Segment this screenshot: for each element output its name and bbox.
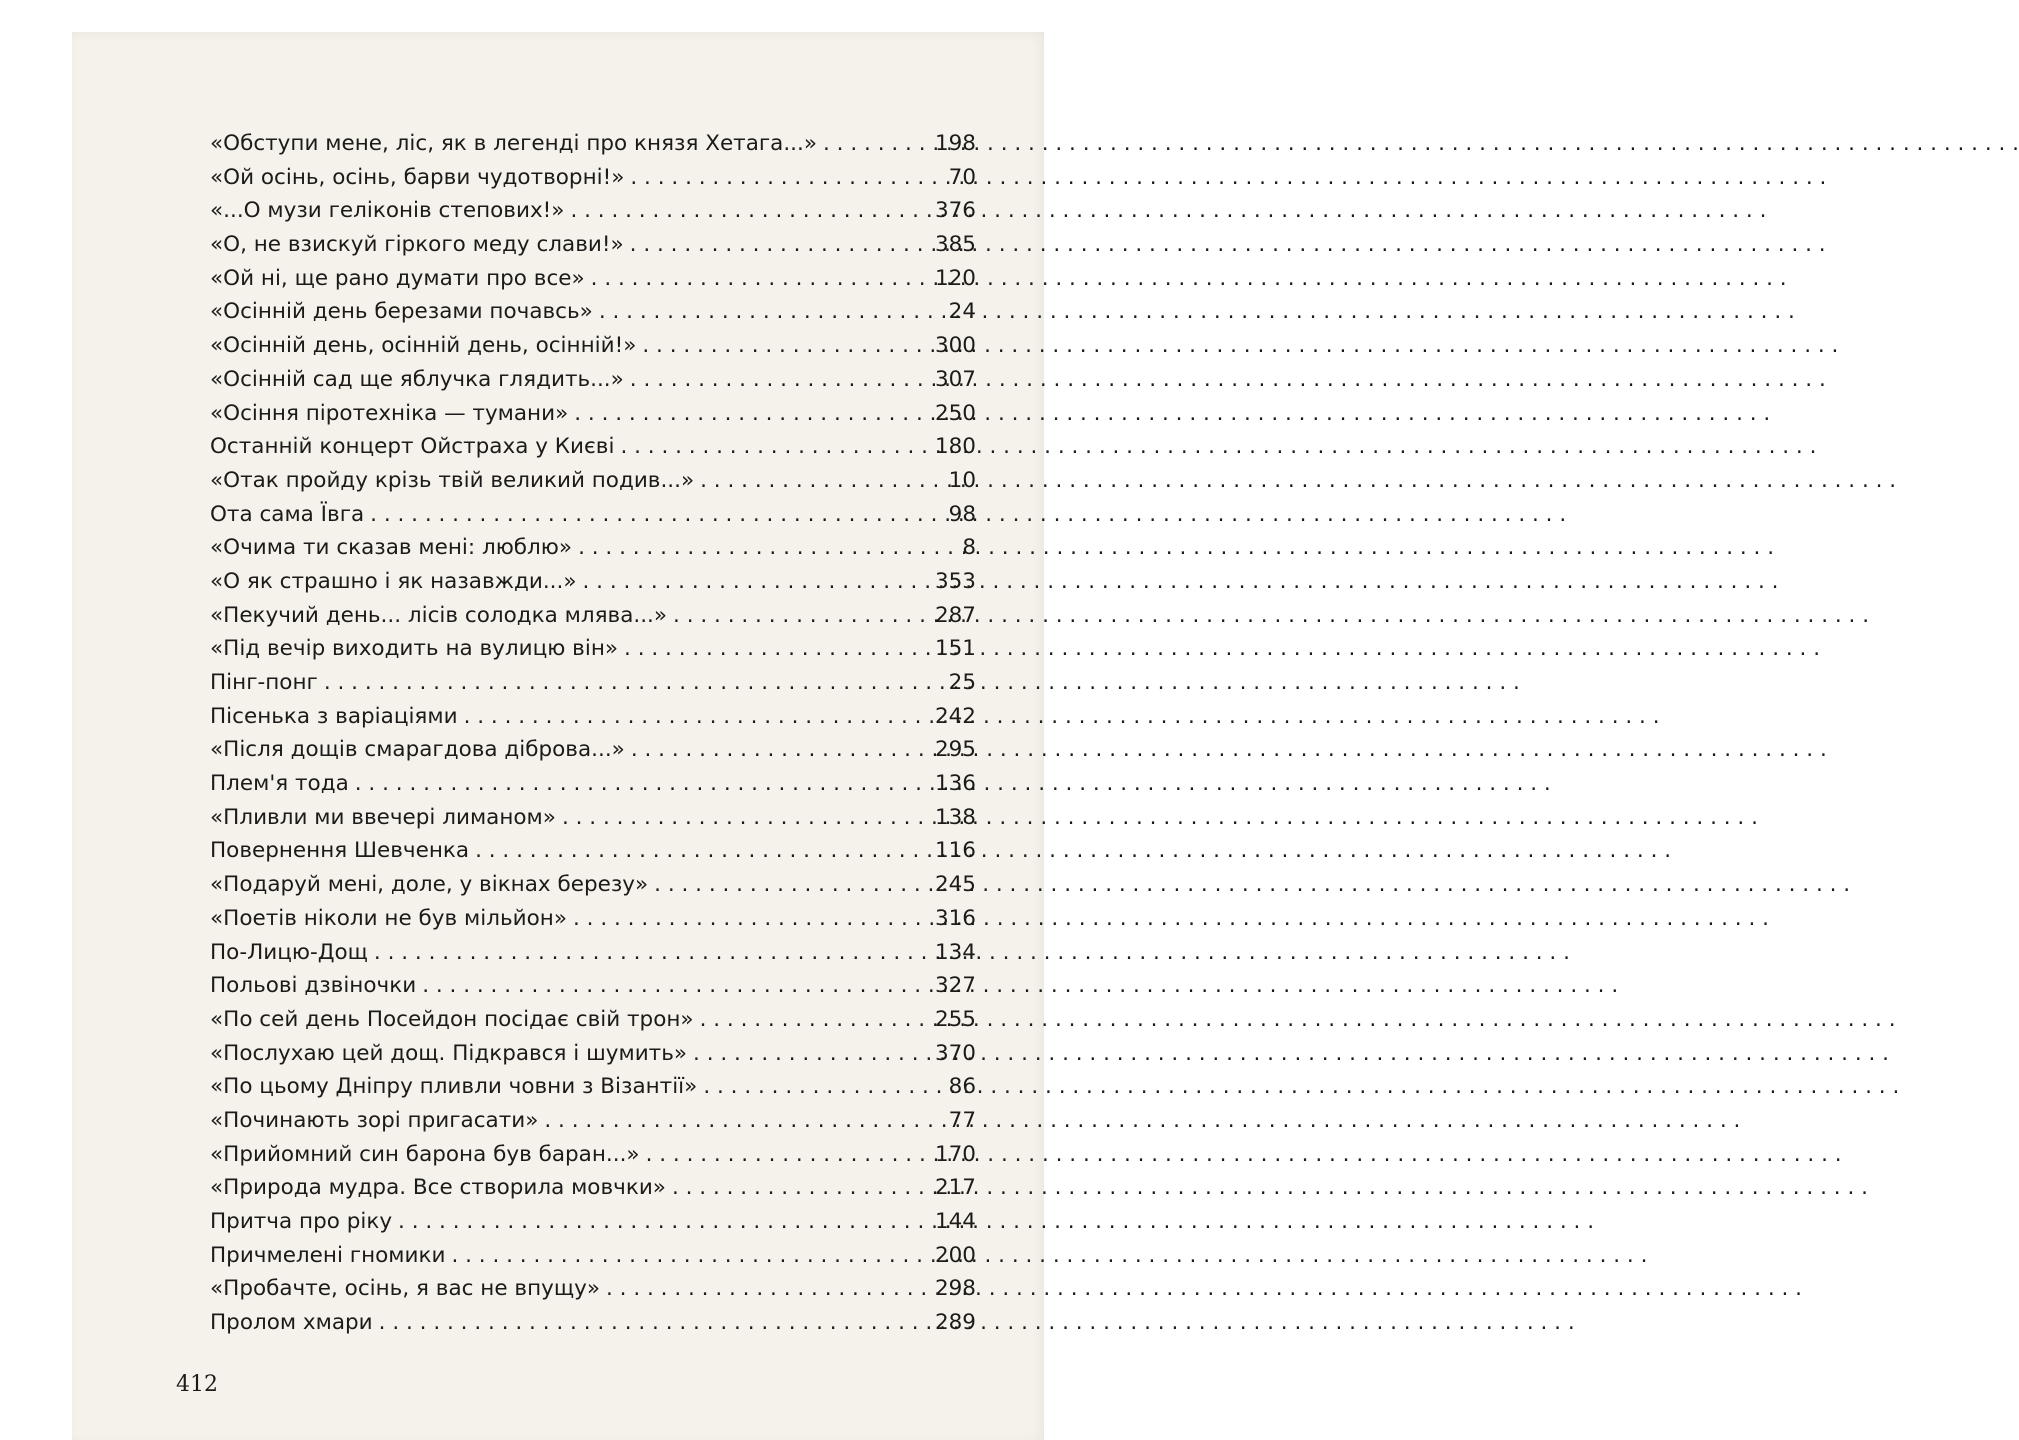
toc-entry-title: «Під вечір виходить на вулицю він» (210, 636, 619, 662)
toc-entry (210, 468, 976, 502)
toc-entry (210, 906, 976, 940)
toc-entry-title: «Осінній день березами почавсь» (210, 299, 593, 325)
dot-leader (703, 1074, 942, 1099)
toc-entry (210, 704, 976, 738)
toc-entry-title: «Ой ні, ще рано думати про все» (210, 265, 585, 291)
dot-leader (823, 131, 929, 156)
toc-entry-title: «...О музи геліконів степових!» (210, 198, 565, 224)
toc-entry-page: 138 (934, 804, 976, 830)
toc-entry-title: «Природа мудра. Все створила мовчки» (210, 1175, 666, 1201)
dot-leader (570, 198, 929, 223)
dot-leader (654, 872, 929, 897)
toc-entry (210, 1209, 976, 1243)
dot-leader (544, 1108, 942, 1133)
dot-leader (631, 737, 929, 762)
toc-entry (210, 502, 976, 536)
toc-entry-title: «По цьому Дніпру пливли човни з Візантії» (210, 1074, 698, 1100)
toc-entry-page: 242 (934, 703, 976, 729)
toc-entry (210, 1243, 976, 1277)
table-of-contents (210, 131, 976, 1344)
toc-entry (210, 1276, 976, 1310)
toc-entry-page: 170 (934, 1141, 976, 1167)
dot-leader (370, 502, 942, 527)
toc-entry-title: «Осінній сад ще яблучка глядить...» (210, 366, 624, 392)
toc-entry (210, 1041, 976, 1075)
toc-entry-page: 250 (934, 400, 976, 426)
dot-leader (578, 535, 956, 560)
toc-entry-page: 217 (934, 1175, 976, 1201)
dot-leader (324, 670, 943, 695)
dot-leader (374, 940, 929, 965)
toc-entry (210, 636, 976, 670)
dot-leader (630, 367, 929, 392)
toc-entry-title: По-Лицю-Дощ (210, 939, 368, 965)
toc-entry (210, 805, 976, 839)
toc-entry (210, 1142, 976, 1176)
dot-leader (642, 333, 929, 358)
toc-entry-title: «Поетів ніколи не був мільйон» (210, 905, 567, 931)
toc-entry (210, 973, 976, 1007)
toc-entry-title: Причмелені гномики (210, 1242, 446, 1268)
toc-entry-page: 86 (948, 1074, 976, 1100)
toc-entry-title: Плем'я тода (210, 771, 349, 797)
toc-entry (210, 771, 976, 805)
toc-entry-title: «Починають зорі пригасати» (210, 1107, 539, 1133)
toc-entry-title: «О, не взискуй гіркого меду слави!» (210, 232, 624, 258)
toc-entry-page: 385 (934, 232, 976, 258)
toc-entry (210, 670, 976, 704)
dot-leader (673, 603, 929, 628)
toc-entry-page: 300 (934, 333, 976, 359)
toc-entry-page: 144 (934, 1209, 976, 1234)
toc-entry-title: «Після дощів смарагдова діброва...» (210, 737, 625, 763)
dot-leader (693, 1041, 929, 1066)
toc-entry-page: 245 (934, 872, 976, 898)
dot-leader (562, 805, 929, 830)
toc-entry-title: «Пекучий день... лісів солодка млява...» (210, 602, 668, 628)
dot-leader (398, 1209, 929, 1234)
toc-entry-title: Польові дзвіночки (210, 973, 417, 999)
toc-entry-title: «Прийомний син барона був баран...» (210, 1141, 640, 1167)
toc-entry (210, 569, 976, 603)
toc-entry (210, 1074, 976, 1108)
dot-leader (700, 1007, 929, 1032)
toc-entry-title: «Отак пройду крізь твій великий подив...» (210, 467, 695, 493)
toc-entry (210, 838, 976, 872)
toc-entry-page: 255 (934, 1006, 976, 1032)
toc-entry-title: «Послухаю цей дощ. Підкрався і шумить» (210, 1040, 688, 1066)
dot-leader (475, 838, 929, 863)
toc-entry (210, 1007, 976, 1041)
toc-entry (210, 266, 976, 300)
toc-entry-title: «Пливли ми ввечері лиманом» (210, 804, 556, 830)
dot-leader (574, 401, 929, 426)
toc-entry (210, 1310, 976, 1344)
dot-leader (464, 704, 929, 729)
toc-entry (210, 232, 976, 266)
toc-entry-page: 316 (934, 905, 976, 931)
toc-entry (210, 299, 976, 333)
toc-entry-title: «Пробачте, осінь, я вас не впущу» (210, 1276, 600, 1302)
toc-entry-page: 198 (934, 131, 976, 156)
toc-entry-title: Ота сама Ївга (210, 501, 365, 527)
dot-leader (672, 1175, 929, 1200)
dot-leader (700, 468, 943, 493)
toc-entry (210, 131, 976, 165)
toc-entry-title: «О як страшно і як назавжди...» (210, 568, 577, 594)
dot-leader (573, 906, 929, 931)
toc-entry-page: 289 (934, 1310, 976, 1336)
toc-entry (210, 333, 976, 367)
toc-entry-page: 136 (934, 771, 976, 797)
toc-entry (210, 401, 976, 435)
toc-entry-page: 10 (948, 467, 976, 493)
toc-entry-page: 24 (948, 299, 976, 325)
toc-entry (210, 367, 976, 401)
toc-entry (210, 603, 976, 637)
toc-entry-title: «Подаруй мені, доле, у вікнах березу» (210, 872, 649, 898)
toc-entry-title: Пролом хмари (210, 1310, 373, 1336)
toc-entry (210, 165, 976, 199)
toc-entry-title: Притча про ріку (210, 1209, 393, 1234)
toc-entry-page: 376 (934, 198, 976, 224)
toc-entry (210, 1108, 976, 1142)
toc-entry (210, 535, 976, 569)
toc-entry-page: 327 (934, 973, 976, 999)
toc-entry-page: 298 (934, 1276, 976, 1302)
toc-entry-page: 8 (962, 535, 976, 561)
toc-entry-title: «Осінній день, осінній день, осінній!» (210, 333, 637, 359)
toc-entry (210, 940, 976, 974)
toc-entry-page: 200 (934, 1242, 976, 1268)
toc-entry-page: 295 (934, 737, 976, 763)
toc-entry-title: «Очима ти сказав мені: люблю» (210, 535, 573, 561)
toc-entry-title: «По сей день Посейдон посідає свій трон» (210, 1006, 694, 1032)
dot-leader (630, 232, 929, 257)
dot-leader (591, 266, 929, 291)
toc-entry-page: 25 (948, 670, 976, 695)
toc-entry-page: 370 (934, 1040, 976, 1066)
toc-entry-page: 180 (934, 434, 976, 460)
dot-leader (624, 636, 929, 661)
dot-leader (646, 1142, 929, 1167)
dot-leader (379, 1310, 929, 1335)
toc-entry (210, 737, 976, 771)
page-number: 412 (176, 1372, 218, 1397)
toc-entry-page: 116 (934, 838, 976, 864)
toc-entry-title: Пісенька з варіаціями (210, 703, 458, 729)
toc-entry (210, 1175, 976, 1209)
toc-entry (210, 434, 976, 468)
dot-leader (422, 973, 929, 998)
dot-leader (355, 771, 929, 796)
toc-entry-page: 353 (934, 568, 976, 594)
toc-entry-page: 134 (934, 939, 976, 965)
dot-leader (599, 299, 943, 324)
toc-entry-title: Пінг-понг (210, 670, 318, 695)
toc-entry-page: 77 (948, 1107, 976, 1133)
toc-entry-title: Повернення Шевченка (210, 838, 470, 864)
toc-entry-title: «Осіння піротехніка — тумани» (210, 400, 569, 426)
toc-entry (210, 872, 976, 906)
toc-entry-title: «Ой осінь, осінь, барви чудотворні!» (210, 164, 625, 190)
toc-entry-title: «Обступи мене, ліс, як в легенді про князя Хетага...» (210, 131, 818, 156)
toc-entry-page: 151 (934, 636, 976, 662)
dot-leader (630, 165, 942, 190)
toc-entry-page: 120 (934, 265, 976, 291)
toc-entry-page: 307 (934, 366, 976, 392)
toc-entry (210, 198, 976, 232)
toc-entry-page: 98 (948, 501, 976, 527)
toc-entry-title: Останній концерт Ойстраха у Києві (210, 434, 615, 460)
dot-leader (451, 1243, 929, 1268)
toc-entry-page: 287 (934, 602, 976, 628)
dot-leader (606, 1276, 929, 1301)
dot-leader (583, 569, 929, 594)
toc-entry-page: 70 (948, 164, 976, 190)
dot-leader (620, 434, 929, 459)
